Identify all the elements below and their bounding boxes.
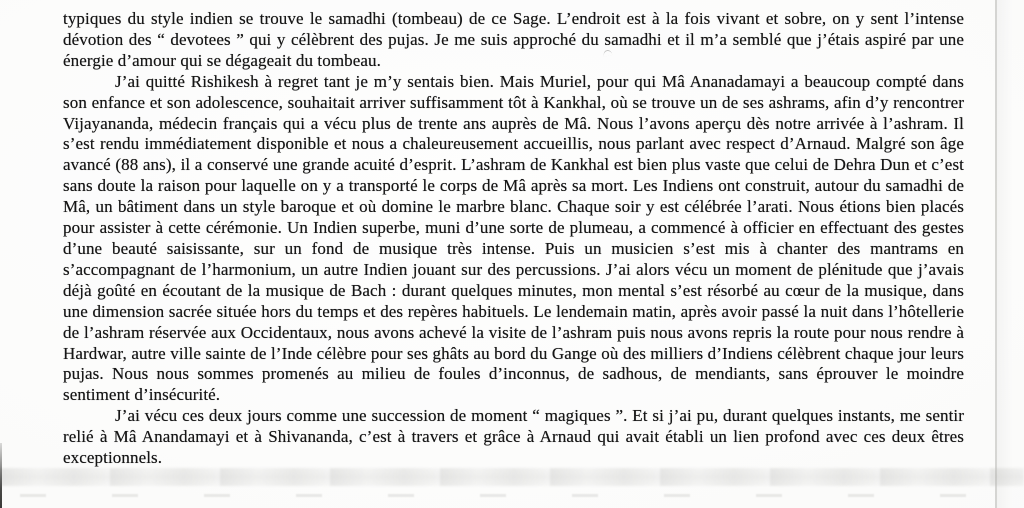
paragraph-continuation: typiques du style indien se trouve le samadhi (tombeau) de ce Sage. L’endroit est à la fois vivant et sobre, on y sent l’intense dévotion des “ devotees ” qui y célèbrent des pujas. Je me suis approché du samadhi et il m’a semblé que j’étais aspiré par une énergie d’amour qui se dégageait du tombeau. bbox=[63, 9, 964, 70]
text-block bbox=[63, 9, 964, 469]
scan-artifact-band bbox=[0, 468, 1024, 486]
scan-artifact-dashes bbox=[20, 494, 1010, 497]
page-edge-shadow bbox=[997, 0, 1024, 508]
left-edge-mark bbox=[0, 443, 2, 508]
page-edge-line bbox=[995, 0, 997, 508]
paragraph-kankhal-visit: J’ai quitté Rishikesh à regret tant je m’y sentais bien. Mais Muriel, pour qui Mâ Ananadamayi a beaucoup compté dans son enfance et son adolescence, souhaitait arriver suffisamment tôt à Kankhal, où se trouve un de ses ashrams, afin d’y rencontrer Vijayananda, médecin français qui a vécu plus de trente ans auprès de Mâ. Nous l’avons aperçu dès notre arrivée à l’ashram. Il s’est rendu immédiatement disponible et nous a chaleureusement accueillis, nous parlant avec respect d’Arnaud. Malgré son âge avancé (88 ans), il a conservé une grande acuité d’esprit. L’ashram de Kankhal est bien plus vaste que celui de Dehra Dun et c’est sans doute la raison pour laquelle on y a transporté le corps de Mâ après sa mort. Les Indiens ont construit, autour du samadhi de Mâ, un bâtiment dans un style baroque et où domine le marbre blanc. Chaque soir y est célébrée l’arati. Nous étions bien placés pour assister à cette cérémonie. Un Indien superbe, muni d’une sorte de plumeau, a commencé à officier en effectuant des gestes d’une beauté saisissante, sur un fond de musique très intense. Puis un musicien s’est mis à chanter des mantrams en s’accompagnant de l’harmonium, un autre Indien jouant sur des percussions. J’ai alors vécu un moment de plénitude que j’avais déjà goûté en écoutant de la musique de Bach : durant quelques minutes, mon mental s’est résorbé au cœur de la musique, dans une dimension sacrée située hors du temps et des repères habituels. Le lendemain matin, après avoir passé la nuit dans l’hôtellerie de l’ashram réservée aux Occidentaux, nous avons achevé la visite de l’ashram puis nous avons repris la route pour nous rendre à Hardwar, autre ville sainte de l’Inde célèbre pour ses ghâts au bord du Gange où des milliers d’Indiens célèbrent chaque jour leurs pujas. Nous nous sommes promenés au milieu de foules d’inconnus, de sadhous, de mendiants, sans éprouver le moindre sentiment d’insécurité. bbox=[63, 71, 964, 405]
paragraph-conclusion: J’ai vécu ces deux jours comme une succession de moment “ magiques ”. Et si j’ai pu, durant quelques instants, me sentir relié à Mâ Anandamayi et à Shivananda, c’est à travers et grâce à Arnaud qui avait établi un lien profond avec ces deux êtres exceptionnels. bbox=[63, 406, 964, 468]
